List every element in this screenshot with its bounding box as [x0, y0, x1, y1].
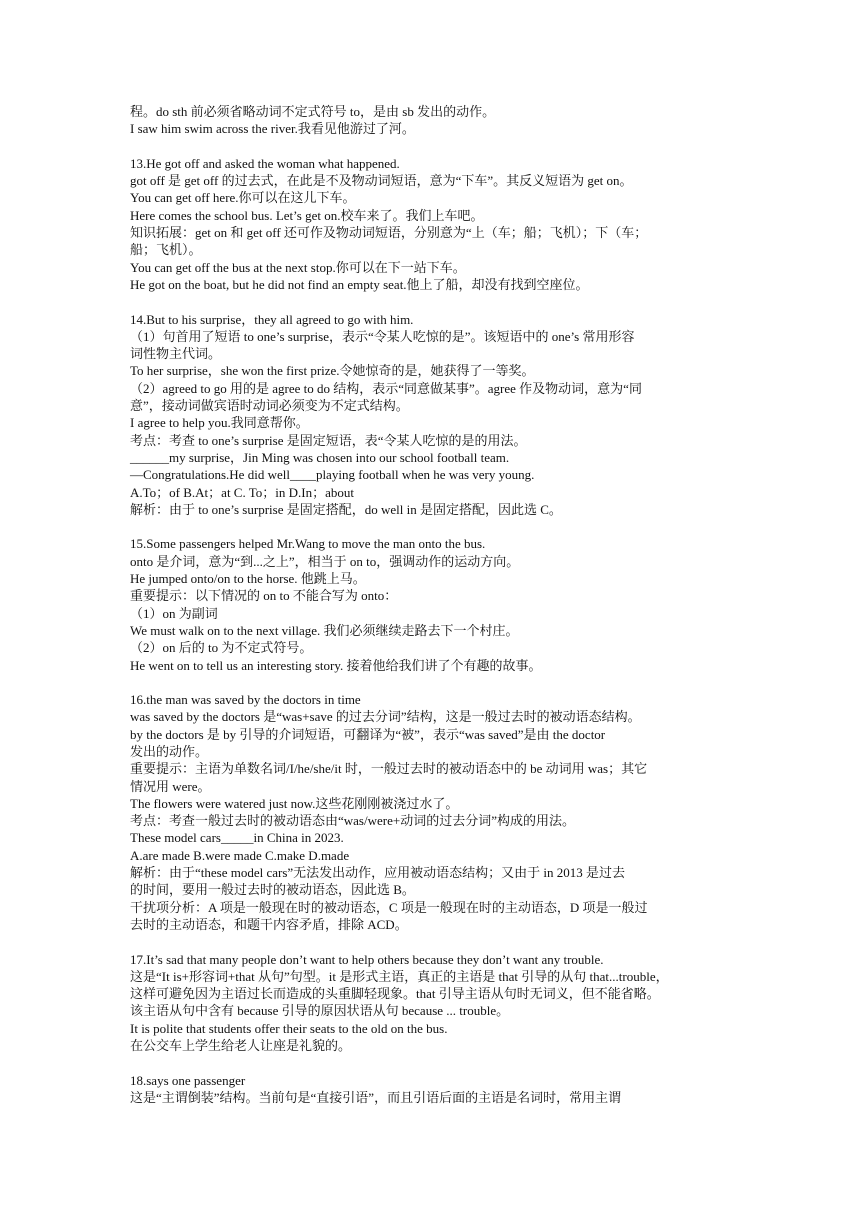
text-line: 考点：考查一般过去时的被动语态由“was/were+动词的过去分词”构成的用法。	[130, 813, 575, 829]
document-page	[130, 103, 742, 1106]
text-line: 知识拓展：get on 和 get off 还可作及物动词短语，分别意为“上（车；船；飞机）；下（车；	[130, 225, 648, 241]
text-line: Here comes the school bus. Let’s get on.校车来了。我们上车吧。	[130, 207, 484, 223]
text-line: 意”，接动词做宾语时动词必须变为不定式结构。	[130, 398, 409, 414]
text-line: I agree to help you.我同意帮你。	[130, 415, 309, 431]
section-heading-13: 13.He got off and asked the woman what happened.	[130, 155, 400, 171]
text-line: You can get off here.你可以在这儿下车。	[130, 190, 356, 206]
blank-line	[130, 1054, 742, 1071]
text-line: 这样可避免因为主语过长而造成的头重脚轻现象。that 引导主语从句时无词义，但不能省略。	[130, 986, 660, 1002]
text-line: I saw him swim across the river.我看见他游过了河。	[130, 121, 415, 137]
text-line: 程。do sth 前必须省略动词不定式符号 to，是由 sb 发出的动作。	[130, 104, 496, 119]
blank-line	[130, 138, 742, 155]
text-line: You can get off the bus at the next stop.你可以在下一站下车。	[130, 259, 466, 275]
text-line: 在公交车上学生给老人让座是礼貌的。	[130, 1038, 352, 1054]
text-line: was saved by the doctors 是“was+save 的过去分词”结构，这是一般过去时的被动语态结构。	[130, 709, 641, 725]
text-line: 发出的动作。	[130, 743, 209, 759]
text-line: —Congratulations.He did well____playing football when he was very young.	[130, 467, 535, 483]
text-line: These model cars_____in China in 2023.	[130, 830, 344, 846]
section-heading-15: 15.Some passengers helped Mr.Wang to move the man onto the bus.	[130, 536, 486, 552]
blank-line	[130, 933, 742, 950]
text-line: 解析：由于 to one’s surprise 是固定搭配，do well in 是固定搭配，因此选 C。	[130, 501, 562, 517]
text-line: He went on to tell us an interesting story. 接着他给我们讲了个有趣的故事。	[130, 657, 542, 673]
text-line: 情况用 were。	[130, 778, 211, 794]
text-line: The flowers were watered just now.这些花刚刚被浇过水了。	[130, 795, 459, 811]
section-heading-18: 18.says one passenger	[130, 1072, 246, 1088]
text-line: To her surprise，she won the first prize.令她惊奇的是，她获得了一等奖。	[130, 363, 535, 379]
text-line: A.To；of B.At；at C. To；in D.In；about	[130, 484, 354, 500]
text-line: 词性物主代词。	[130, 346, 222, 362]
text-line: We must walk on to the next village. 我们必须继续走路去下一个村庄。	[130, 622, 519, 638]
text-line: ______my surprise，Jin Ming was chosen into our school football team.	[130, 449, 510, 465]
text-line: 船；飞机）。	[130, 242, 202, 258]
text-line: 解析：由于“these model cars”无法发出动作，应用被动语态结构；又由于 in 2013 是过去	[130, 865, 626, 881]
text-line: 去时的主动语态，和题干内容矛盾，排除 ACD。	[130, 916, 408, 932]
text-line: （1）on 为副词	[130, 605, 218, 621]
text-line: onto 是介词，意为“到...之上”，相当于 on to，强调动作的运动方向。	[130, 553, 520, 569]
text-line: A.are made B.were made C.make D.made	[130, 847, 350, 863]
text-line: He got on the boat, but he did not find an empty seat.他上了船，却没有找到空座位。	[130, 276, 589, 292]
blank-line	[130, 293, 742, 310]
text-line: got off 是 get off 的过去式，在此是不及物动词短语，意为“下车”。其反义短语为 get on。	[130, 173, 633, 189]
text-line: by the doctors 是 by 引导的介词短语，可翻译为“被”，表示“was saved”是由 the doctor	[130, 726, 606, 742]
text-line: 这是“It is+形容词+that 从句”句型。it 是形式主语，真正的主语是 that 引导的从句 that...trouble，	[130, 968, 669, 984]
text-line: 的时间，要用一般过去时的被动语态，因此选 B。	[130, 882, 415, 898]
blank-line	[130, 674, 742, 691]
text-line: 重要提示：主语为单数名词/I/he/she/it 时，一般过去时的被动语态中的 be 动词用 was；其它	[130, 761, 648, 777]
text-line: （1）句首用了短语 to one’s surprise，表示“令某人吃惊的是”。该短语中的 one’s 常用形容	[130, 328, 635, 344]
text-line: 该主语从句中含有 because 引导的原因状语从句 because ... trouble。	[130, 1003, 510, 1019]
text-line: 这是“主谓倒装”结构。当前句是“直接引语”，而且引语后面的主语是名词时，常用主谓	[130, 1089, 622, 1105]
text-line: 考点：考查 to one’s surprise 是固定短语，表“令某人吃惊的是的用法。	[130, 432, 527, 448]
text-line: 干扰项分析：A 项是一般现在时的被动语态，C 项是一般现在时的主动语态，D 项是一般过	[130, 899, 648, 915]
blank-line	[130, 518, 742, 535]
section-heading-17: 17.It’s sad that many people don’t want to help others because they don’t want any trouble.	[130, 951, 604, 967]
text-line: He jumped onto/on to the horse. 他跳上马。	[130, 571, 366, 587]
section-heading-16: 16.the man was saved by the doctors in time	[130, 692, 361, 708]
text-line: （2）agreed to go 用的是 agree to do 结构，表示“同意做某事”。agree 作及物动词，意为“同	[130, 380, 642, 396]
section-heading-14: 14.But to his surprise，they all agreed to go with him.	[130, 311, 414, 327]
text-line: 重要提示：以下情况的 on to 不能合写为 onto：	[130, 588, 398, 604]
text-line: It is polite that students offer their seats to the old on the bus.	[130, 1020, 448, 1036]
text-line: （2）on 后的 to 为不定式符号。	[130, 640, 313, 656]
